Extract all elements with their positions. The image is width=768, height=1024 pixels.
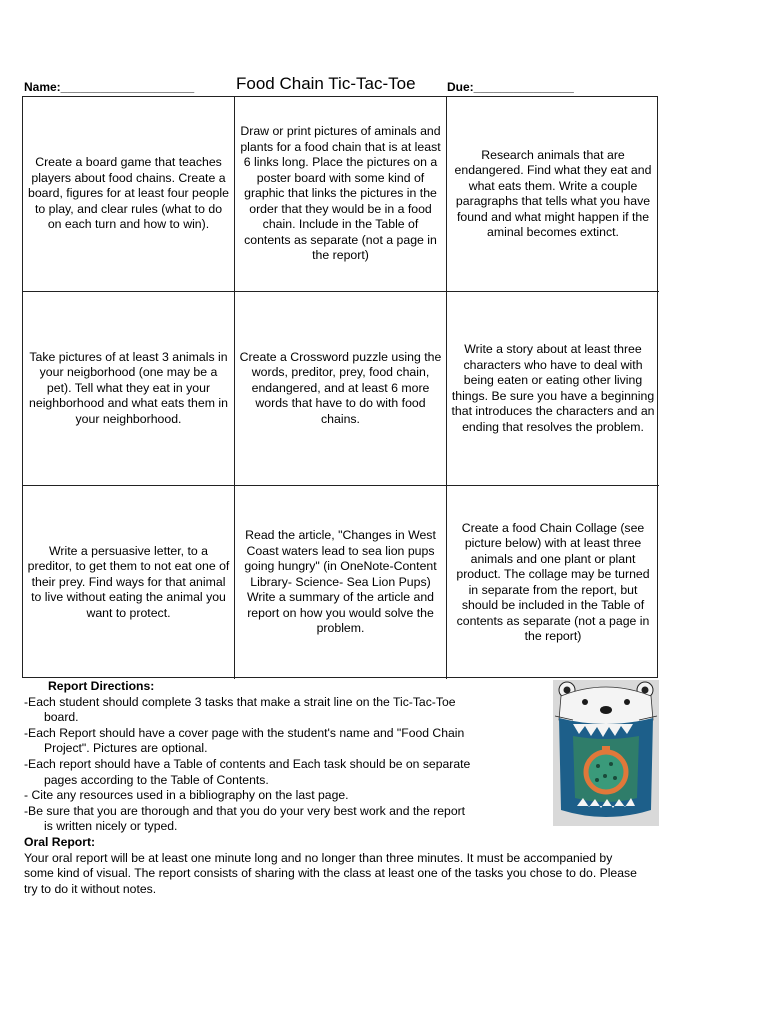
board-cell-3: Research animals that are endangered. Find what they eat and what eats them. Write a couple paragraphs that tells what you have found and what might happen if the aminal becomes extinct.: [447, 97, 659, 292]
due-field-label: Due:_______________: [447, 80, 574, 94]
oral-report-text: Your oral report will be at least one minute long and no longer than three minutes. It must be accompanied by some kind of visual. The report consists of sharing with the class at least one of the tasks you chose to do. Please try to do it without notes.: [24, 850, 637, 896]
direction-item: -Each student should complete 3 tasks that make a strait line on the Tic-Tac-Toe board.: [24, 694, 456, 725]
board-cell-8: Read the article, "Changes in West Coast waters lead to sea lion pups going hungry" (in OneNote-Content Library- Science- Sea Lion Pups) Write a summary of the article and report on how you would solve the problem.: [235, 486, 447, 679]
oral-report-title: Oral Report:: [24, 835, 96, 849]
board-cell-2: Draw or print pictures of aminals and plants for a food chain that is at least 6 links long. Place the pictures on a poster board with some kind of graphic that links the pictures in the order that they would be in a food chain. Include in the Table of contents as separate (not a page in the report): [235, 97, 447, 292]
direction-item: -Each report should have a Table of contents and Each task should be on separate pages according to the Table of Contents.: [24, 756, 471, 787]
board-cell-9: Create a food Chain Collage (see picture below) with at least three animals and one plant or plant product. The collage may be turned in separate from the report, but should be included in the Table of contents as separate (not a page in the report): [456, 520, 650, 643]
direction-item: - Cite any resources used in a bibliography on the last page.: [24, 788, 349, 803]
board-cell-5: Create a Crossword puzzle using the words, preditor, prey, food chain, endangered, and at least 6 more words that have to do with food chains.: [235, 292, 447, 486]
tic-tac-toe-board: [22, 96, 658, 678]
page-title: Food Chain Tic-Tac-Toe: [236, 74, 416, 93]
board-cell-7: Write a persuasive letter, to a preditor, to get them to not eat one of their prey. Find ways for that animal to live without eating the animal you want to protect.: [23, 486, 235, 679]
header: [24, 74, 664, 96]
polar-bear-collage-picture: [553, 680, 659, 826]
board-cell-1: Create a board game that teaches players about food chains. Create a board, figures for at least four people to play, and clear rules (what to do on each turn and how to win).: [23, 97, 235, 292]
name-field-label: Name:____________________: [24, 80, 195, 94]
board-cell-6: Write a story about at least three characters who have to deal with being eaten or eating other living things. Be sure you have a beginning that introduces the characters and an ending that resolves the problem.: [447, 292, 659, 486]
direction-item: -Be sure that you are thorough and that you do your very best work and the report is written nicely or typed.: [24, 803, 466, 834]
board-cell-4: Take pictures of at least 3 animals in your neigborhood (one may be a pet). Tell what they eat in your neighborhood and what eats them in your neighborhood.: [23, 292, 235, 486]
report-directions-title: Report Directions:: [48, 679, 155, 693]
direction-item: -Each Report should have a cover page with the student's name and "Food Chain Project". Pictures are optional.: [24, 725, 465, 756]
oral-report: [24, 835, 644, 897]
report-directions: [24, 679, 474, 835]
